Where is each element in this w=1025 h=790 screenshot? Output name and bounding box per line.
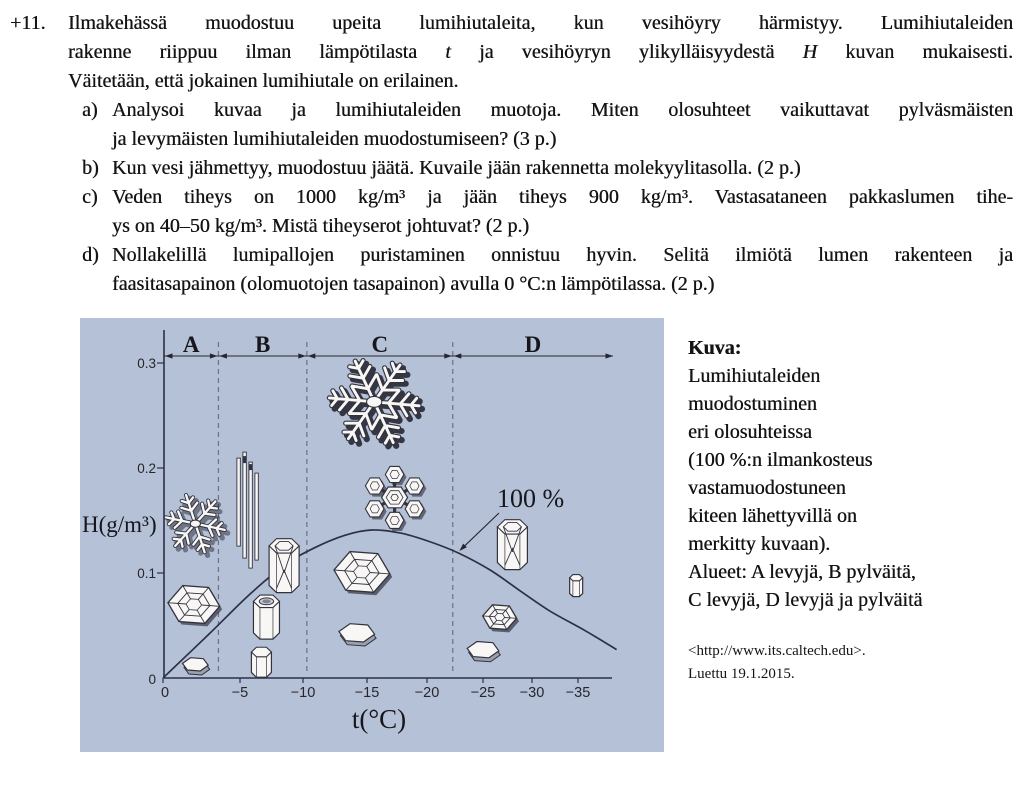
problem-items (0, 96, 1025, 299)
flat-plate-icon (467, 642, 500, 662)
caption-line: muodostuminen (688, 393, 817, 415)
region-label-D: D (524, 332, 542, 357)
text-line: Analysoi kuvaa ja lumihiutaleiden muotoja. Miten olosuhteet vaikuttavat pylväsmäisten (112, 99, 1013, 121)
svg-text:0: 0 (160, 685, 170, 701)
flat-plate-icon (183, 658, 210, 675)
text-line: Nollakelillä lumipallojen puristaminen onnistuu hyvin. Selitä ilmiötä lumen rakenteen ja (112, 244, 1013, 266)
y-axis-label: H(g/m³) (82, 512, 157, 537)
caption-source (688, 640, 1018, 686)
caption-title: Kuva: (688, 337, 742, 359)
humidity-curve (163, 530, 617, 678)
caption-line: Lumihiutaleiden (688, 365, 821, 387)
problem-item (0, 96, 1025, 154)
snowflake-figure-panel (80, 318, 664, 752)
caption-line: eri olosuhteissa (688, 421, 812, 443)
text-line: Väitetään, että jokainen lumihiutale on erilainen. (68, 70, 459, 92)
svg-text:−5: −5 (231, 685, 249, 701)
caption-line: C levyjä, D levyjä ja pylväitä (688, 589, 923, 611)
snowflake-formation-chart (80, 318, 664, 752)
item-marker: a) (82, 99, 98, 121)
caption-lines (688, 362, 1018, 614)
problem-item (0, 154, 1025, 183)
svg-text:−15: −15 (354, 685, 380, 701)
hollow-column-icon (497, 520, 527, 570)
small-column-icon (251, 647, 271, 677)
item-lines (0, 96, 1025, 154)
region-label-A: A (182, 332, 200, 357)
flat-plate-icon (339, 624, 376, 646)
text-line: rakenne riippuu ilman lämpötilasta t ja vesihöyryn ylikylläisyydestä H kuvan mukaisesti. (68, 41, 1013, 63)
region-label-B: B (254, 332, 271, 357)
text-line: faasitasapainon (olomuotojen tasapainon) avulla 0 °C:n lämpötilassa. (2 p.) (112, 273, 715, 295)
caption-line: merkitty kuvaan). (688, 533, 831, 555)
problem-intro (0, 9, 1025, 96)
sectored-plate-icon (334, 552, 392, 596)
item-marker: c) (82, 186, 98, 208)
region-dimension-line (164, 353, 613, 358)
text-line: ja levymäisten lumihiutaleiden muodostumiseen? (3 p.) (112, 128, 557, 150)
item-lines (0, 154, 1025, 183)
item-marker: d) (82, 244, 99, 266)
text-line: ys on 40–50 kg/m³. Mistä tiheyserot johtuvat? (2 p.) (112, 215, 530, 237)
sectored-snowflake-icon (365, 466, 426, 531)
text-line: Veden tiheys on 1000 kg/m³ ja jään tiheys 900 kg/m³. Vastasataneen pakkaslumen tihe- (112, 186, 1013, 208)
x-axis-label: t(°C) (351, 704, 407, 734)
svg-text:0.2: 0.2 (137, 461, 156, 476)
item-lines (0, 241, 1025, 299)
hollow-column-icon (269, 539, 299, 593)
caption-line: Alueet: A levyjä, B pylväitä, (688, 561, 916, 583)
stellar-dendrite-icon (166, 495, 228, 555)
small-column-icon (570, 575, 583, 597)
caption-source-line: Luettu 19.1.2015. (688, 666, 795, 682)
item-marker: b) (82, 157, 99, 179)
problem-number: +11. (10, 12, 46, 34)
svg-text:0.3: 0.3 (137, 356, 156, 371)
caption-line: (100 %:n ilmankosteus (688, 449, 873, 471)
text-line: Ilmakehässä muodostuu upeita lumihiutaleita, kun vesihöyry härmistyy. Lumihiutaleiden (68, 12, 1013, 34)
fern-dendrite-icon (329, 361, 422, 447)
svg-text:−10: −10 (290, 685, 316, 701)
caption-line: vastamuodostuneen (688, 477, 846, 499)
problem-item (0, 183, 1025, 241)
intro-lines (0, 9, 1025, 96)
svg-text:−35: −35 (565, 685, 591, 701)
needles-icon (237, 452, 258, 568)
humidity-annotation (459, 513, 499, 551)
figure-caption (688, 334, 1018, 686)
column-hole-icon (253, 595, 279, 639)
problem-text (0, 9, 1025, 299)
svg-text:−30: −30 (519, 685, 545, 701)
caption-source-line: <http://www.its.caltech.edu>. (688, 643, 866, 659)
svg-text:−25: −25 (470, 685, 496, 701)
humidity-label: 100 % (497, 484, 565, 513)
svg-text:0: 0 (148, 672, 156, 687)
sectored-plate-icon (168, 586, 222, 627)
item-lines (0, 183, 1025, 241)
text-line: Kun vesi jähmettyy, muodostuu jäätä. Kuvaile jään rakennetta molekyylitasolla. (2 p.) (112, 157, 801, 179)
sectored-plate-icon (483, 605, 519, 633)
region-label-C: C (371, 332, 389, 357)
caption-line: kiteen lähettyvillä on (688, 505, 857, 527)
problem-item (0, 241, 1025, 299)
svg-text:0.1: 0.1 (137, 566, 156, 581)
svg-text:−20: −20 (414, 685, 440, 701)
